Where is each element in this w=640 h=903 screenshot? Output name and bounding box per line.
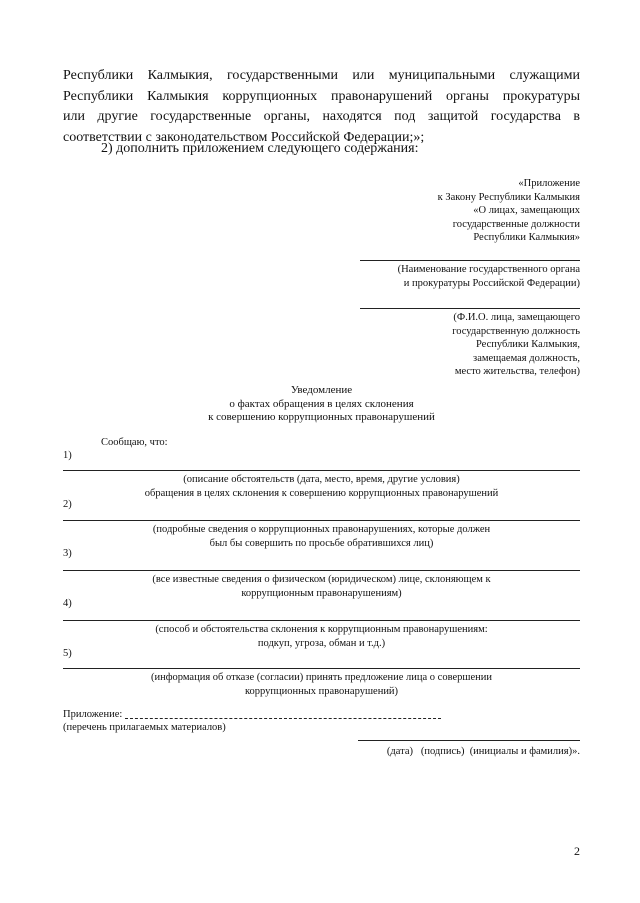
signature-caption: (дата) (подпись) (инициалы и фамилия)».: [386, 746, 580, 757]
field-5-caption: [63, 671, 580, 698]
field-caption-line: коррупционным правонарушениям): [241, 587, 402, 599]
org-caption: [398, 263, 580, 290]
notice-title: Уведомление: [290, 384, 353, 396]
field-2-caption: [63, 523, 580, 550]
field-1-caption: [63, 473, 580, 500]
person-caption-line: замещаемая должность,: [473, 352, 580, 364]
org-caption-line: и прокуратуры Российской Федерации): [403, 277, 580, 289]
org-caption-line: (Наименование государственного органа: [397, 264, 580, 275]
person-field[interactable]: [360, 308, 580, 309]
field-caption-line: (все известные сведения о физическом (юридическом) лице, склоняющем к: [152, 574, 491, 585]
field-caption-line: (подробные сведения о коррупционных правонарушениях, которые должен: [152, 524, 491, 535]
field-caption-line: обращения в целях склонения к совершению коррупционных правонарушений: [144, 487, 499, 499]
field-caption-line: (описание обстоятельств (дата, место, время, другие условия): [183, 474, 460, 485]
person-caption: [452, 311, 580, 379]
appendix-header-line: к Закону Республики Калмыкия: [437, 191, 580, 203]
intro-line: Республики Калмыкия коррупционных правонарушений органы прокуратуры: [63, 88, 580, 104]
field-3-line[interactable]: [63, 570, 580, 571]
field-number: 4): [63, 598, 72, 609]
person-caption-line: (Ф.И.О. лица, замещающего: [453, 312, 580, 323]
field-2-line[interactable]: [63, 520, 580, 521]
org-name-field[interactable]: [360, 260, 580, 261]
intro-line: Республики Калмыкия, государственными или муниципальными служащими: [63, 68, 580, 83]
attachment-field[interactable]: [125, 718, 441, 719]
intro-line: или другие государственные органы, находятся под защитой государства в: [63, 109, 580, 124]
field-1-line[interactable]: [63, 470, 580, 471]
field-caption-line: (способ и обстоятельства склонения к коррупционным правонарушениям:: [155, 624, 488, 635]
field-caption-line: подкуп, угроза, обман и т.д.): [257, 637, 386, 649]
appendix-header-line: государственные должности: [452, 218, 580, 230]
attachment-label: Приложение:: [63, 709, 123, 720]
field-caption-line: (информация об отказе (согласии) принять предложение лица о совершении: [150, 672, 493, 683]
page-number: 2: [574, 844, 580, 858]
notice-subtitle-line: к совершению коррупционных правонарушений: [208, 411, 435, 423]
intro-paragraph: [63, 66, 580, 148]
notice-subtitle-line: о фактах обращения в целях склонения: [229, 397, 414, 410]
field-caption-line: коррупционных правонарушений): [244, 685, 399, 697]
appendix-header: [438, 177, 580, 245]
signature-field[interactable]: [358, 740, 580, 741]
person-caption-line: государственную должность: [452, 325, 580, 337]
attachment-caption: (перечень прилагаемых материалов): [63, 722, 226, 733]
appendix-header-line: «О лицах, замещающих: [473, 205, 580, 216]
field-number: 5): [63, 648, 72, 659]
report-intro: Сообщаю, что:: [101, 437, 168, 448]
appendix-header-line: «Приложение: [518, 178, 580, 189]
person-caption-line: место жительства, телефон): [454, 366, 580, 377]
field-caption-line: был бы совершить по просьбе обратившихся лиц): [209, 537, 434, 549]
field-4-line[interactable]: [63, 620, 580, 621]
intro-line: соответствии с законодательством Российской Федерации;»;: [63, 129, 425, 145]
field-3-caption: [63, 573, 580, 600]
amendment-item-2: 2) дополнить приложением следующего содержания:: [101, 141, 419, 156]
field-number: 1): [63, 450, 72, 461]
field-number: 3): [63, 548, 72, 559]
field-number: 2): [63, 499, 72, 510]
field-5-line[interactable]: [63, 668, 580, 669]
field-4-caption: [63, 623, 580, 650]
person-caption-line: Республики Калмыкия,: [475, 339, 580, 350]
notice-heading: [63, 384, 580, 425]
appendix-header-line: Республики Калмыкия»: [473, 232, 580, 243]
